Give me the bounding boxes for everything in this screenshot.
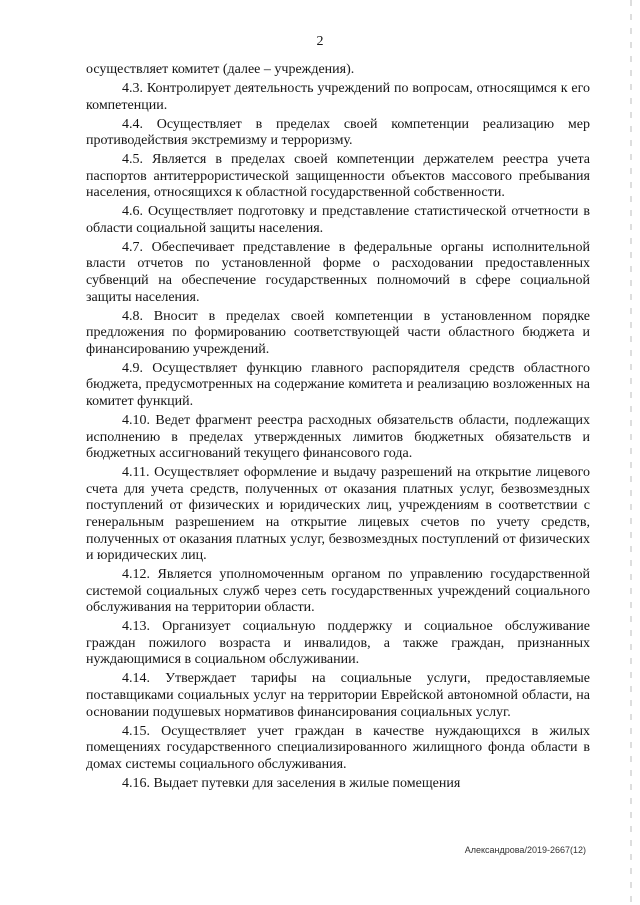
paragraph-4-10: 4.10. Ведет фрагмент реестра расходных обязательств области, подлежащих исполнению в пределах утвержденных лимитов бюджетных обязательств и бюджетных ассигнований текущего финансового года. [86,413,590,462]
paragraph-4-14: 4.14. Утверждает тарифы на социальные услуги, предоставляемые поставщиками социальных услуг на территории Еврейской автономной области, на основании подушевых нормативов финансирования социальных услуг. [86,671,590,720]
paragraph-4-12: 4.12. Является уполномоченным органом по управлению государственной системой социальных служб через сеть государственных учреждений социального обслуживания на территории области. [86,567,590,616]
paragraph-4-8: 4.8. Вносит в пределах своей компетенции в установленном порядке предложения по формированию соответствующей части областного бюджета и финансированию учреждений. [86,308,590,357]
paragraph-4-16: 4.16. Выдает путевки для заселения в жилые помещения [122,775,461,791]
paragraph-4-15: 4.15. Осуществляет учет граждан в качестве нуждающихся в жилых помещениях государственного специализированного жилищного фонда области в домах системы социального обслуживания. [86,723,590,772]
paragraph-4-3: 4.3. Контролирует деятельность учреждений по вопросам, относящимся к его компетенции. [86,80,590,113]
document-body [86,62,590,795]
page-number: 2 [316,34,324,49]
paragraph-4-4: 4.4. Осуществляет в пределах своей компетенции реализацию мер противодействия экстремизму и терроризму. [86,116,590,149]
document-footer-code: Александрова/2019-2667(12) [464,845,586,855]
paragraph-4-9: 4.9. Осуществляет функцию главного распорядителя средств областного бюджета, предусмотренных на содержание комитета и реализацию возложенных на комитет функций. [86,360,590,410]
paragraph-4-5: 4.5. Является в пределах своей компетенции держателем реестра учета паспортов антитеррористической защищенности объектов массового пребывания населения, относящихся к областной государственной собственности. [86,152,590,201]
paragraph-4-7: 4.7. Обеспечивает представление в федеральные органы исполнительной власти отчетов по установленной форме о расходовании предоставленных субвенций на обеспечение государственных полномочий в сфере социальной защиты населения. [86,239,590,305]
paragraph-continuation: осуществляет комитет (далее – учреждения). [86,62,355,77]
scan-edge-artifact [630,0,632,905]
paragraph-4-13: 4.13. Организует социальную поддержку и социальное обслуживание граждан пожилого возраста и инвалидов, а также граждан, признанных нуждающимися в социальном обслуживании. [86,619,590,668]
paragraph-4-11: 4.11. Осуществляет оформление и выдачу разрешений на открытие лицевого счета для учета средств, полученных от оказания платных услуг, безвозмездных поступлений от физических и юридических лиц, учреждениям в соответствии с генеральным разрешением на открытие лицевых счетов по учету средств, полученных от оказания платных услуг, безвозмездных поступлений от физических и юридических лиц. [86,465,590,564]
paragraph-4-6: 4.6. Осуществляет подготовку и представление статистической отчетности в области социальной защиты населения. [86,204,590,236]
